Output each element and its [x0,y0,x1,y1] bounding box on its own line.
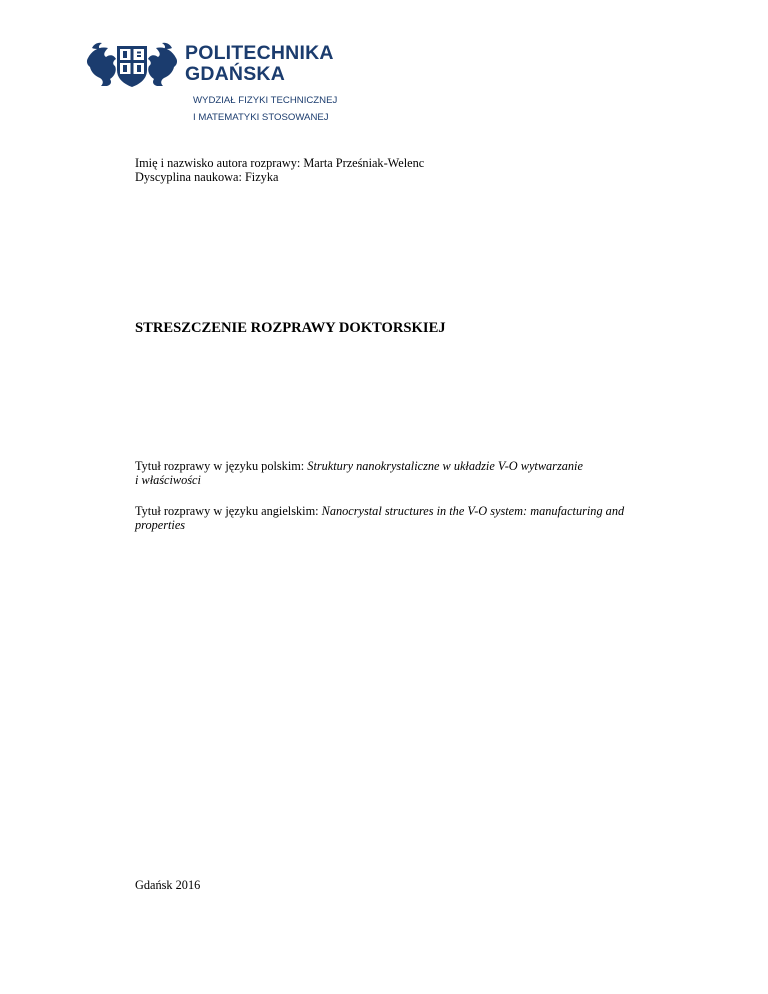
author-label: Imię i nazwisko autora rozprawy: [135,156,304,170]
griffin-emblem-icon [86,40,178,88]
logo-line-2: GDAŃSKA [185,63,285,85]
document-title: STRESZCZENIE ROZPRAWY DOKTORSKIEJ [135,320,446,336]
faculty-line-2: I MATEMATYKI STOSOWANEJ [193,112,329,123]
faculty-line-1: WYDZIAŁ FIZYKI TECHNICZNEJ [193,95,338,106]
logo-line-1: POLITECHNIKA [185,42,334,64]
title-en-line-1 [135,504,624,518]
faculty-name [193,92,337,126]
author-line [135,156,424,170]
place-date: Gdańsk 2016 [135,878,201,892]
title-pl-line-2 [135,473,201,487]
discipline-value: Fizyka [244,170,279,184]
title-en-line-2 [135,518,185,532]
title-pl-line-1 [135,459,583,473]
author-name: Marta Prześniak-Welenc [303,156,425,170]
university-logo [86,40,334,88]
title-pl-text-2: i właściwości [135,473,201,487]
discipline-label: Dyscyplina naukowa: [135,170,245,184]
discipline-line [135,170,278,184]
title-en-text-1: Nanocrystal structures in the V-O system: manufacturing and [321,504,625,518]
title-en-text-2: properties [135,518,186,532]
title-pl-text-1: Struktury nanokrystaliczne w układzie V-O wytwarzanie [307,459,583,473]
title-pl-label: Tytuł rozprawy w języku polskim: [135,459,308,473]
title-en-label: Tytuł rozprawy w języku angielskim: [135,504,322,518]
